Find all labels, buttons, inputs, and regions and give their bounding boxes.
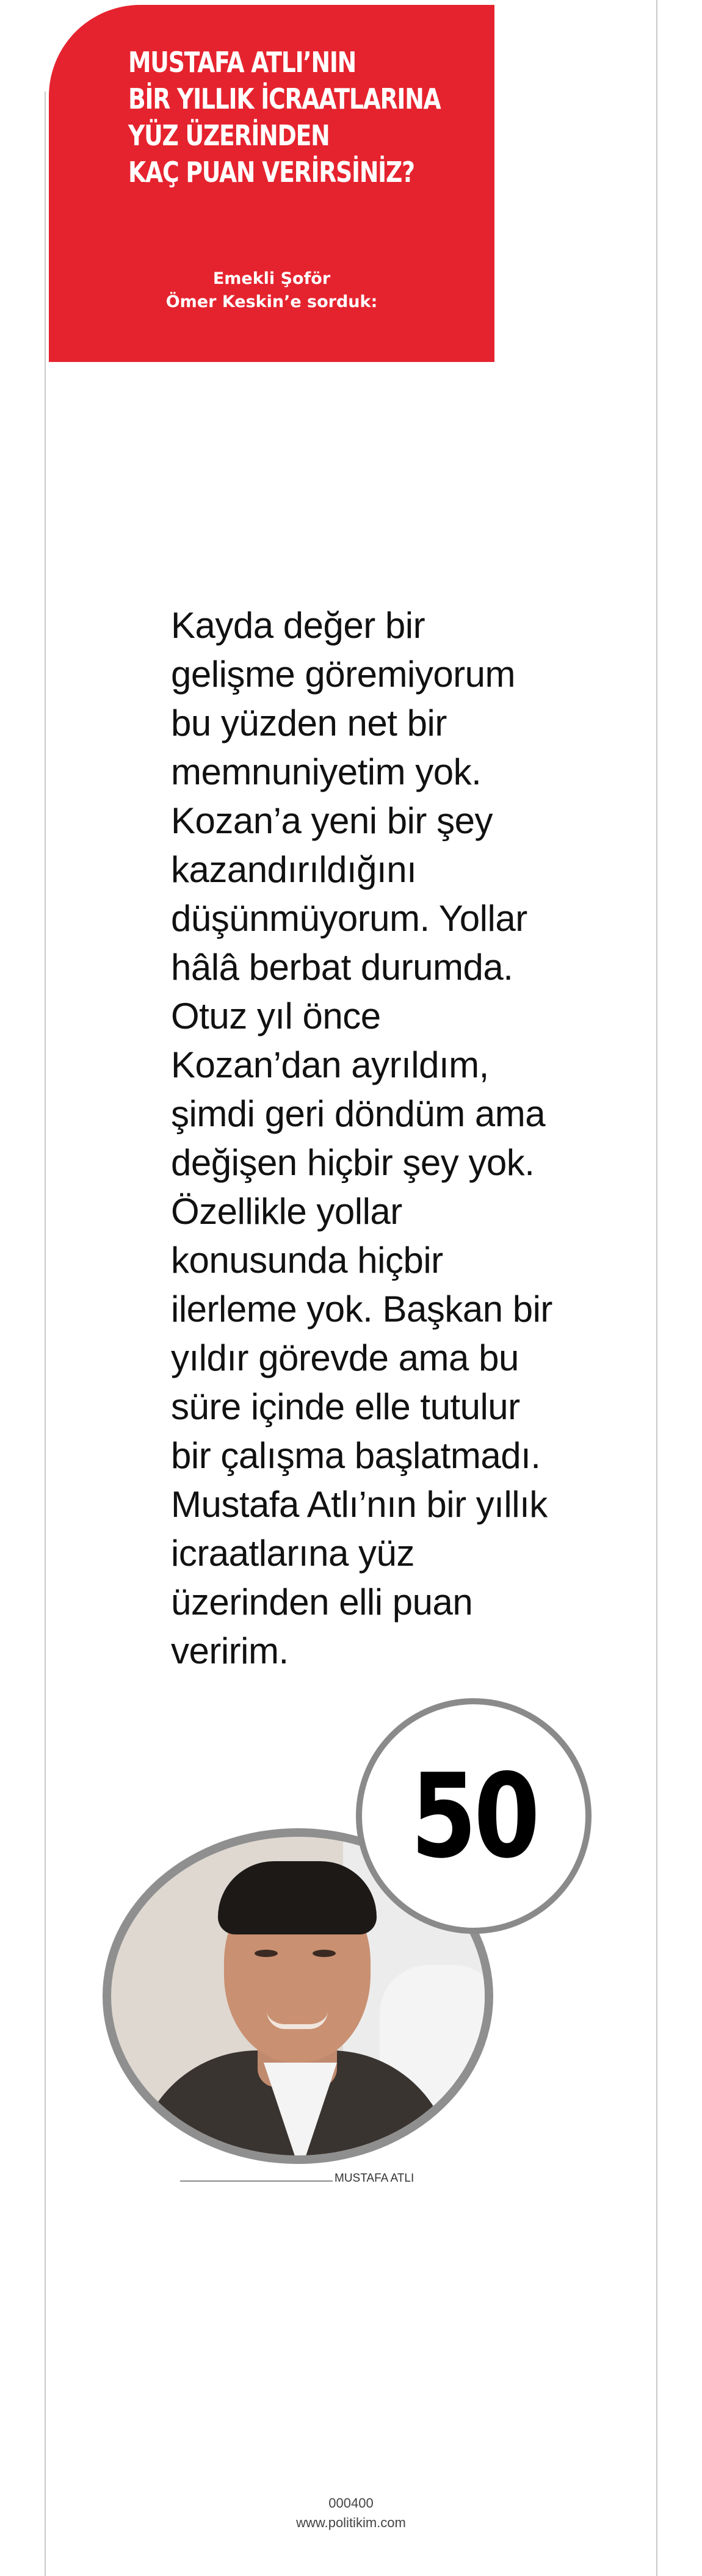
question-line: BİR YILLIK İCRAATLARINA: [128, 82, 441, 115]
footer-website: www.politikim.com: [296, 2515, 406, 2530]
answer-line: üzerinden elli puan: [171, 1582, 473, 1623]
answer-line: süre içinde elle tutulur: [171, 1386, 520, 1427]
right-column-rule: [656, 0, 657, 2576]
answer-line: Kayda değer bir: [171, 605, 425, 646]
answer-line: bir çalışma başlatmadı.: [171, 1435, 541, 1476]
answer-line: icraatlarına yüz: [171, 1533, 414, 1574]
answer-line: veririm.: [171, 1630, 289, 1671]
photo-smile: [267, 2011, 328, 2029]
answer-line: gelişme göremiyorum: [171, 654, 516, 695]
answer-line: Kozan’dan ayrıldım,: [171, 1044, 489, 1085]
answer-line: konusunda hiçbir: [171, 1240, 443, 1281]
answer-line: hâlâ berbat durumda.: [171, 947, 513, 988]
answer-line: Otuz yıl önce: [171, 996, 381, 1037]
score-value: 50: [410, 1748, 537, 1884]
photo-caption: MUSTAFA ATLI: [335, 2172, 414, 2185]
photo-hair: [218, 1861, 377, 1934]
photo-right-eye: [313, 1950, 336, 1957]
respondent-name: Ömer Keskin’e sorduk:: [165, 292, 378, 311]
respondent-occupation: Emekli Şoför: [212, 269, 331, 288]
footer-code: 000400: [328, 2495, 374, 2511]
answer-text: [171, 601, 562, 1676]
caption-rule: [180, 2180, 333, 2182]
left-column-rule: [45, 92, 46, 2576]
respondent-intro: [49, 267, 494, 314]
answer-line: ilerleme yok. Başkan bir: [171, 1289, 552, 1330]
question-line: YÜZ ÜZERİNDEN: [128, 119, 330, 152]
question-heading: [128, 44, 441, 190]
answer-line: şimdi geri döndüm ama: [171, 1093, 546, 1134]
question-line: KAÇ PUAN VERİRSİNİZ?: [128, 156, 414, 189]
page-footer: [0, 2494, 702, 2533]
answer-line: Mustafa Atlı’nın bir yıllık: [171, 1484, 548, 1525]
answer-line: Kozan’a yeni bir şey: [171, 800, 493, 841]
answer-line: yıldır görevde ama bu: [171, 1337, 519, 1378]
answer-line: düşünmüyorum. Yollar: [171, 898, 527, 939]
answer-line: memnuniyetim yok.: [171, 751, 482, 792]
answer-line: kazandırıldığını: [171, 849, 417, 890]
score-badge: [356, 1698, 592, 1934]
answer-line: değişen hiçbir şey yok.: [171, 1142, 535, 1183]
answer-line: Özellikle yollar: [171, 1191, 402, 1232]
answer-line: bu yüzden net bir: [171, 703, 447, 743]
question-line: MUSTAFA ATLI’NIN: [128, 46, 356, 79]
photo-left-eye: [255, 1950, 278, 1957]
